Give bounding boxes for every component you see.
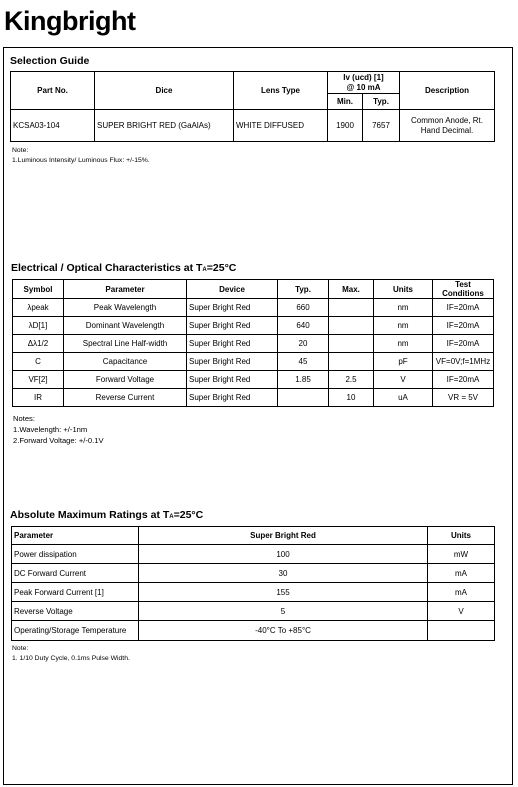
selection-guide-title: Selection Guide <box>10 55 90 67</box>
header-typ: Typ. <box>363 94 400 110</box>
absolute-note-label: Note: <box>12 645 29 652</box>
electrical-note-1: 1.Wavelength: +/-1nm <box>13 425 88 434</box>
cell-device: Super Bright Red <box>187 389 278 407</box>
electrical-note-0: Notes: <box>13 414 35 423</box>
table-row <box>12 583 495 602</box>
header-super-bright-red: Super Bright Red <box>139 527 428 545</box>
cell-value: 5 <box>139 602 428 621</box>
cell-parameter: Peak Forward Current [1] <box>12 583 139 602</box>
cell-min: 1900 <box>328 110 363 142</box>
cell-parameter: Dominant Wavelength <box>64 317 187 335</box>
header-symbol: Symbol <box>13 280 64 299</box>
cell-test-conditions: IF=20mA <box>433 299 494 317</box>
cell-typ: 20 <box>278 335 329 353</box>
table-row <box>13 335 494 353</box>
cell-units: nm <box>374 335 433 353</box>
absolute-title-suffix: =25°C <box>173 509 204 521</box>
header-device: Device <box>187 280 278 299</box>
cell-symbol: Δλ1/2 <box>13 335 64 353</box>
cell-units: nm <box>374 299 433 317</box>
cell-parameter: DC Forward Current <box>12 564 139 583</box>
cell-symbol: λD[1] <box>13 317 64 335</box>
cell-test-conditions: IF=20mA <box>433 335 494 353</box>
header-units: Units <box>428 527 495 545</box>
absolute-title-prefix: Absolute Maximum Ratings at T <box>10 509 170 521</box>
cell-dice: SUPER BRIGHT RED (GaAlAs) <box>95 110 234 142</box>
cell-device: Super Bright Red <box>187 353 278 371</box>
cell-symbol: C <box>13 353 64 371</box>
cell-units: V <box>374 371 433 389</box>
description-line2: Hand Decimal. <box>420 125 474 135</box>
cell-device: Super Bright Red <box>187 299 278 317</box>
header-units: Units <box>374 280 433 299</box>
header-iv <box>328 72 400 94</box>
cell-max <box>329 317 374 335</box>
cell-parameter: Reverse Current <box>64 389 187 407</box>
cell-max <box>329 335 374 353</box>
cell-device: Super Bright Red <box>187 371 278 389</box>
cell-symbol: λpeak <box>13 299 64 317</box>
electrical-notes <box>13 413 104 446</box>
absolute-notes <box>12 644 130 664</box>
description-line1: Common Anode, Rt. <box>410 115 484 125</box>
absolute-note-1: 1. 1/10 Duty Cycle, 0.1ms Pulse Width. <box>12 655 130 662</box>
absolute-title <box>10 509 203 521</box>
header-iv-line1: Iv (ucd) [1] <box>343 72 384 82</box>
cell-value: 30 <box>139 564 428 583</box>
table-row <box>12 621 495 641</box>
table-row <box>13 389 494 407</box>
table-row <box>13 317 494 335</box>
electrical-title-sub: A <box>202 267 207 273</box>
cell-parameter: Forward Voltage <box>64 371 187 389</box>
electrical-title-suffix: =25°C <box>206 262 237 274</box>
brand-logo: Kingbright <box>4 6 136 36</box>
cell-test-conditions: IF=20mA <box>433 371 494 389</box>
cell-typ: 640 <box>278 317 329 335</box>
cell-parameter: Power dissipation <box>12 545 139 564</box>
cell-typ <box>278 389 329 407</box>
cell-typ: 660 <box>278 299 329 317</box>
table-row <box>12 564 495 583</box>
header-part-no: Part No. <box>11 72 95 110</box>
electrical-table <box>12 279 494 407</box>
table-row <box>12 545 495 564</box>
electrical-title-prefix: Electrical / Optical Characteristics at T <box>11 262 203 274</box>
electrical-title <box>11 262 236 274</box>
cell-lens-type: WHITE DIFFUSED <box>234 110 328 142</box>
cell-units: V <box>428 602 495 621</box>
table-row <box>13 353 494 371</box>
cell-typ: 1.85 <box>278 371 329 389</box>
cell-value: 155 <box>139 583 428 602</box>
cell-symbol: IR <box>13 389 64 407</box>
cell-parameter: Capacitance <box>64 353 187 371</box>
header-parameter: Parameter <box>12 527 139 545</box>
cell-typ: 7657 <box>363 110 400 142</box>
cell-max <box>329 353 374 371</box>
cell-units: pF <box>374 353 433 371</box>
cell-description <box>400 110 495 142</box>
cell-test-conditions: IF=20mA <box>433 317 494 335</box>
table-row <box>13 299 494 317</box>
cell-value: 100 <box>139 545 428 564</box>
cell-units: mA <box>428 583 495 602</box>
cell-typ: 45 <box>278 353 329 371</box>
header-test-conditions: Test Conditions <box>433 280 494 299</box>
header-max: Max. <box>329 280 374 299</box>
cell-max: 10 <box>329 389 374 407</box>
cell-symbol: VF[2] <box>13 371 64 389</box>
header-parameter: Parameter <box>64 280 187 299</box>
header-lens-type: Lens Type <box>234 72 328 110</box>
selection-notes <box>12 146 150 166</box>
header-iv-line2: @ 10 mA <box>346 82 381 92</box>
cell-parameter: Peak Wavelength <box>64 299 187 317</box>
electrical-note-2: 2.Forward Voltage: +/-0.1V <box>13 436 104 445</box>
cell-parameter: Spectral Line Half-width <box>64 335 187 353</box>
header-description: Description <box>400 72 495 110</box>
cell-units: nm <box>374 317 433 335</box>
header-min: Min. <box>328 94 363 110</box>
table-row <box>11 110 495 142</box>
absolute-title-sub: A <box>169 514 174 520</box>
cell-units: uA <box>374 389 433 407</box>
table-row <box>12 602 495 621</box>
absolute-table <box>11 526 495 641</box>
cell-device: Super Bright Red <box>187 317 278 335</box>
table-row <box>13 371 494 389</box>
cell-part-no: KCSA03-104 <box>11 110 95 142</box>
selection-note-1: 1.Luminous Intensity/ Luminous Flux: +/-15%. <box>12 157 150 164</box>
header-dice: Dice <box>95 72 234 110</box>
cell-test-conditions: VR = 5V <box>433 389 494 407</box>
selection-table <box>10 71 495 142</box>
selection-note-label: Note: <box>12 147 29 154</box>
cell-max: 2.5 <box>329 371 374 389</box>
cell-parameter: Operating/Storage Temperature <box>12 621 139 641</box>
header-typ: Typ. <box>278 280 329 299</box>
cell-device: Super Bright Red <box>187 335 278 353</box>
cell-max <box>329 299 374 317</box>
cell-units: mA <box>428 564 495 583</box>
cell-parameter: Reverse Voltage <box>12 602 139 621</box>
cell-units: mW <box>428 545 495 564</box>
cell-test-conditions: VF=0V;f=1MHz <box>433 353 494 371</box>
cell-value: -40°C To +85°C <box>139 621 428 641</box>
cell-units <box>428 621 495 641</box>
